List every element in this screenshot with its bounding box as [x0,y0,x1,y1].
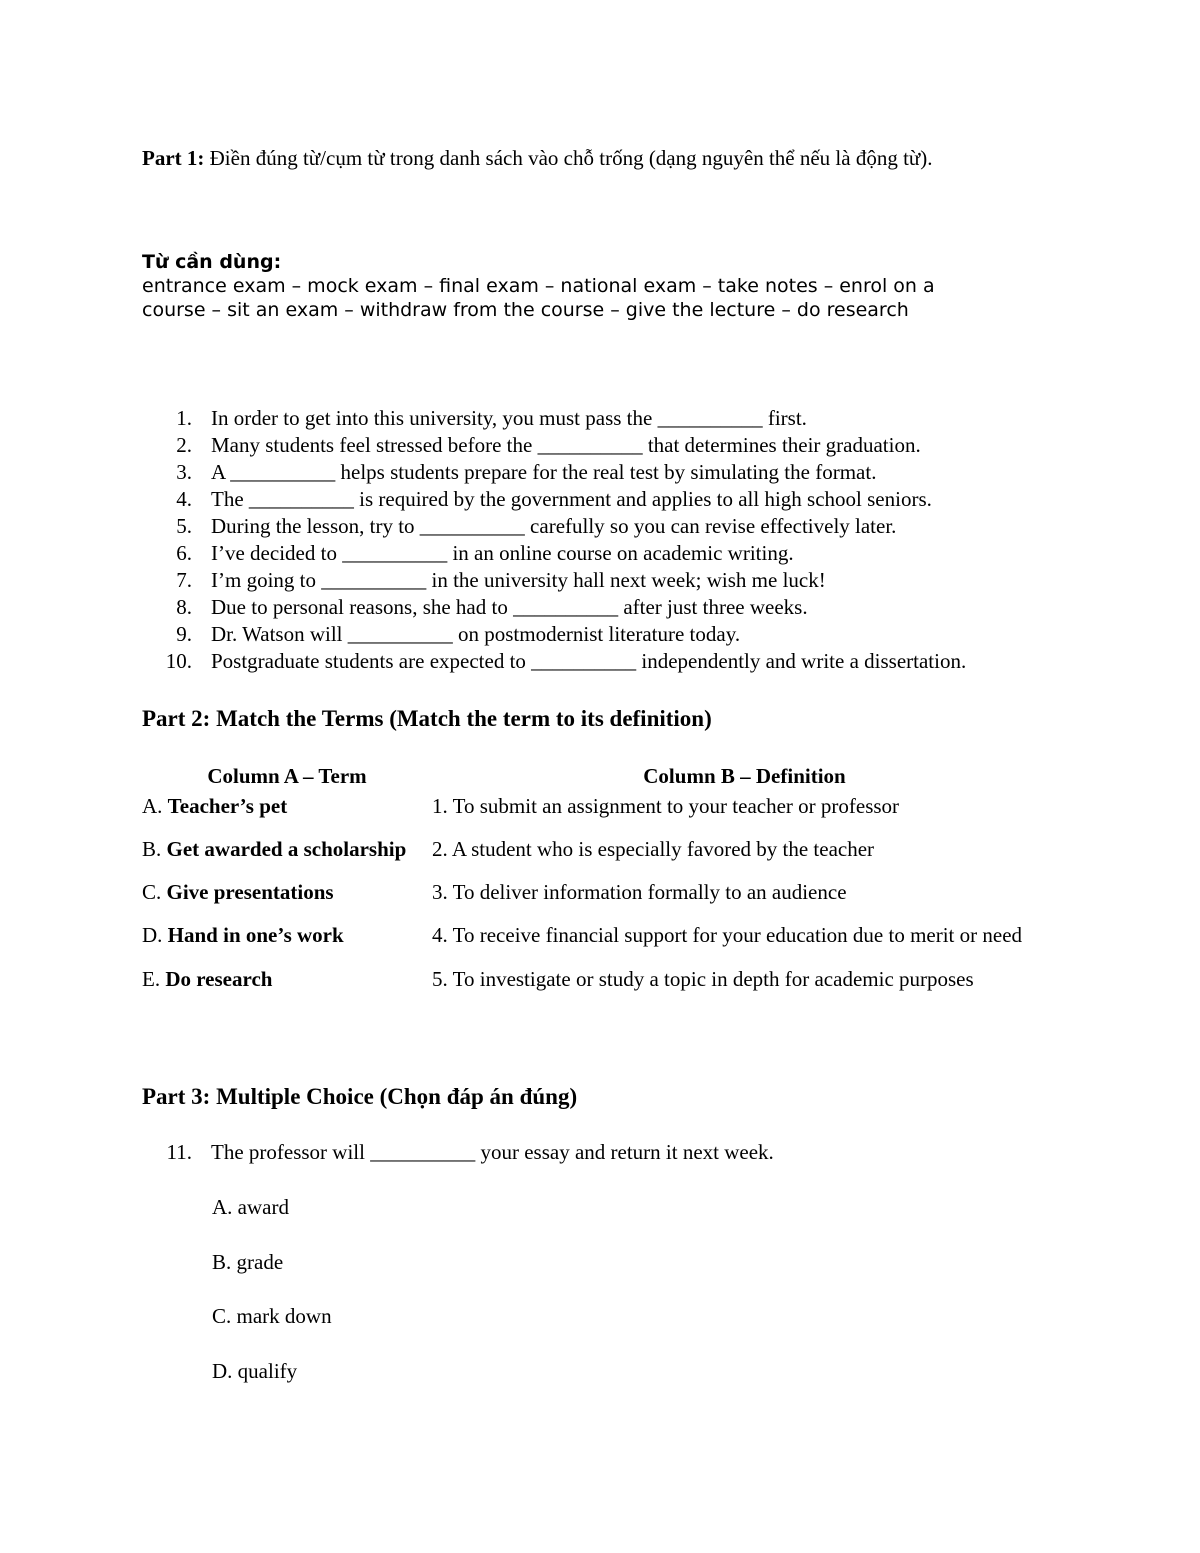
question-text: During the lesson, try to __________ carefully so you can revise effectively later. [211,514,897,538]
question-number: 7. [176,568,192,592]
table-row [142,821,1057,877]
question-number: 10. [165,649,192,673]
table-row [142,791,1057,821]
vocab-list-line-1: entrance exam – mock exam – final exam – national exam – take notes – enrol on a [142,275,935,297]
question-item [0,621,1200,648]
term-letter: D. [142,923,168,947]
part1-label: Part 1: [142,146,205,170]
question-number: 11. [166,1140,192,1164]
answer-option-d: D. qualify [212,1359,298,1383]
definition-cell: 1. To submit an assignment to your teacher or professor [432,793,900,818]
question-item [0,513,1200,540]
definition-cell: 3. To deliver information formally to an audience [432,879,847,904]
question-number: 8. [176,595,192,619]
part1-instruction [142,144,933,172]
part1-question-list [0,405,1200,675]
term-letter: E. [142,966,166,991]
question-text: Due to personal reasons, she had to __________ after just three weeks. [211,595,808,619]
term-cell [142,964,432,994]
term-text: Hand in one’s work [167,923,344,947]
term-letter: A. [142,793,168,818]
question-number: 5. [176,514,192,538]
question-number: 1. [176,406,192,430]
definition-cell: 5. To investigate or study a topic in depth for academic purposes [432,966,974,991]
term-text: Get awarded a scholarship [166,836,407,861]
question-text: I’m going to __________ in the university hall next week; wish me luck! [211,568,826,592]
table-row [142,907,1057,964]
definition-cell: 4. To receive financial support for your education due to merit or need [432,923,1023,947]
answer-option-a: A. award [212,1195,289,1219]
part2-heading: Part 2: Match the Terms (Match the term to its definition) [142,706,712,731]
term-text: Teacher’s pet [167,793,288,818]
column-b-header: Column B – Definition [643,764,846,788]
question-number: 9. [176,622,192,646]
part1-instruction-text: Điền đúng từ/cụm từ trong danh sách vào chỗ trống (dạng nguyên thể nếu là động từ). [204,146,933,170]
question-text: Postgraduate students are expected to __________ independently and write a dissertation. [211,649,967,673]
vocab-title: Từ cần dùng: [142,251,282,273]
part3-heading: Part 3: Multiple Choice (Chọn đáp án đúng) [142,1084,578,1109]
question-text: A __________ helps students prepare for the real test by simulating the format. [211,460,877,484]
vocab-list-line-2: course – sit an exam – withdraw from the course – give the lecture – do research [142,299,909,321]
question-item [0,567,1200,594]
table-header-row [142,762,1057,791]
question-item [0,540,1200,567]
term-cell [142,821,432,877]
term-text: Do research [165,966,273,991]
question-text: Dr. Watson will __________ on postmodernist literature today. [211,622,741,646]
term-cell [142,877,432,907]
question-number: 3. [176,460,192,484]
question-text: Many students feel stressed before the __________ that determines their graduation. [211,433,921,457]
matching-table [142,762,1057,994]
answer-option-c: C. mark down [212,1304,332,1328]
question-text: I’ve decided to __________ in an online course on academic writing. [211,541,794,565]
question-item [0,459,1200,486]
question-text: In order to get into this university, you must pass the __________ first. [211,406,807,430]
term-letter: B. [142,836,167,861]
table-row [142,964,1057,994]
question-item [0,405,1200,432]
multiple-choice-question [0,1138,1200,1166]
question-text: The __________ is required by the government and applies to all high school seniors. [211,487,932,511]
question-number: 2. [176,433,192,457]
question-text: The professor will __________ your essay and return it next week. [211,1140,774,1164]
term-cell [142,791,432,821]
term-text: Give presentations [166,879,334,904]
question-item [0,432,1200,459]
question-item [0,648,1200,675]
answer-option-b: B. grade [212,1250,284,1274]
definition-cell: 2. A student who is especially favored by the teacher [432,836,875,861]
term-letter: C. [142,879,167,904]
question-item [0,594,1200,621]
column-a-header: Column A – Term [207,764,367,788]
question-number: 6. [176,541,192,565]
term-cell [142,907,432,964]
question-number: 4. [176,487,192,511]
table-row [142,877,1057,907]
question-item [0,486,1200,513]
